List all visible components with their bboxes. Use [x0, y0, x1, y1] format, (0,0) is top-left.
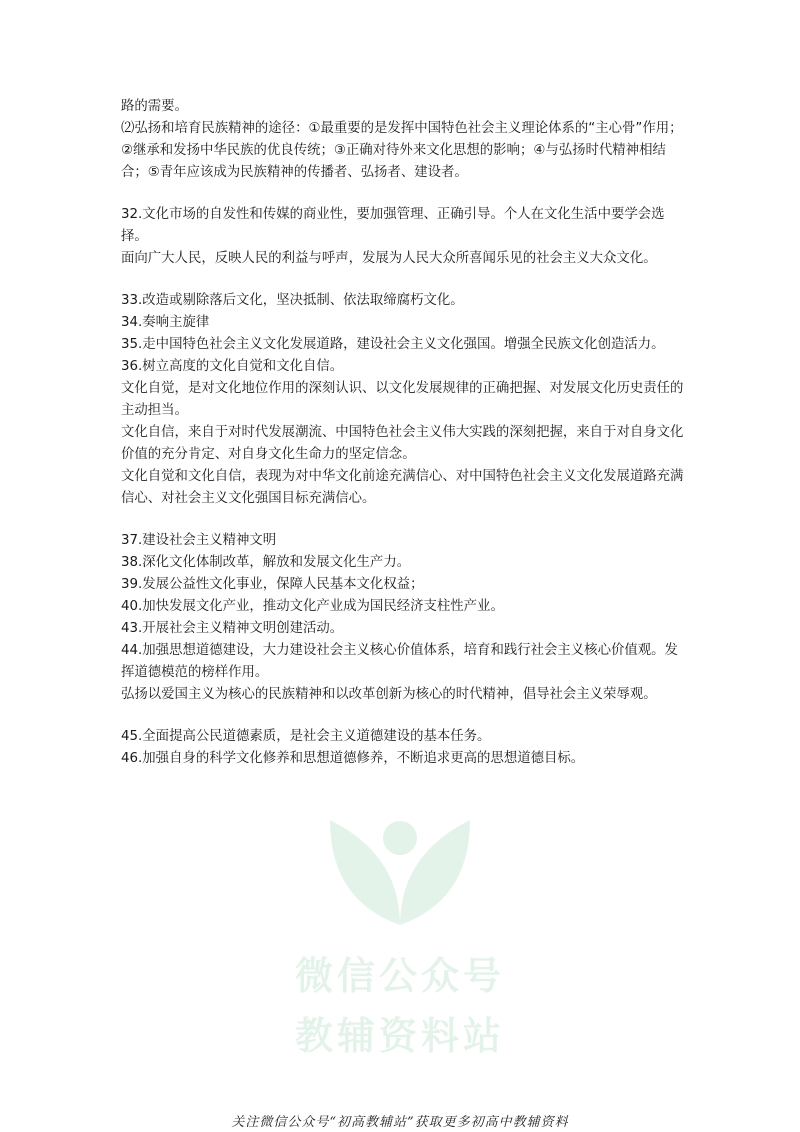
paragraph: 文化自信，来自于对时代发展潮流、中国特色社会主义伟大实践的深刻把握，来自于对自身文化价值的充分肯定、对自身文化生命力的坚定信念。: [121, 425, 684, 462]
paragraph: 32.文化市场的自发性和传媒的商业性，要加强管理、正确引导。个人在文化生活中要学会选择。: [121, 207, 665, 244]
paragraph: 44.加强思想道德建设，大力建设社会主义核心价值体系，培育和践行社会主义核心价值观。发挥道德模范的榜样作用。: [121, 643, 678, 680]
paragraph-gap: [121, 510, 691, 530]
paragraph: 34.奏响主旋律: [121, 315, 210, 330]
paragraph: 文化自觉，是对文化地位作用的深刻认识、以文化发展规律的正确把握、对发展文化历史责任的主动担当。: [121, 381, 684, 418]
paragraph: 40.加快发展文化产业，推动文化产业成为国民经济支柱性产业。: [121, 599, 504, 614]
leaf-logo-icon: [290, 800, 510, 940]
paragraph: 弘扬以爱国主义为核心的民族精神和以改革创新为核心的时代精神，倡导社会主义荣辱观。: [121, 687, 657, 702]
paragraph-gap: [121, 270, 691, 290]
paragraph: 文化自觉和文化自信，表现为对中华文化前途充满信心、对中国特色社会主义文化发展道路充满信心、对社会主义文化强国目标充满信心。: [121, 469, 684, 506]
paragraph: 46.加强自身的科学文化修养和思想道德修养，不断追求更高的思想道德目标。: [121, 751, 585, 766]
paragraph-gap: [121, 706, 691, 726]
paragraph: 37.建设社会主义精神文明: [121, 533, 277, 548]
paragraph-gap: [121, 184, 691, 204]
paragraph: 43.开展社会主义精神文明创建活动。: [121, 621, 344, 636]
footer-note: 关注微信公众号“初高教辅站”获取更多初高中教辅资料: [231, 1115, 569, 1130]
paragraph: 33.改造或剔除落后文化，坚决抵制、依法取缔腐朽文化。: [121, 293, 464, 308]
paragraph: 36.树立高度的文化自觉和文化自信。: [121, 359, 344, 374]
paragraph: 面向广大人民，反映人民的利益与呼声，发展为人民大众所喜闻乐见的社会主义大众文化。: [121, 251, 657, 266]
paragraph: 35.走中国特色社会主义文化发展道路，建设社会主义文化强国。增强全民族文化创造活力。: [121, 337, 665, 352]
watermark-line: 微信公众号: [294, 954, 505, 998]
watermark: [290, 800, 510, 1060]
paragraph: 38.深化文化体制改革，解放和发展文化生产力。: [121, 555, 411, 570]
paragraph: ⑵弘扬和培育民族精神的途径：①最重要的是发挥中国特色社会主义理论体系的“主心骨”作用；②继承和发扬中华民族的优良传统；③正确对待外来文化思想的影响；④与弘扬时代精神相结合；⑤青年应该成为民族精神的传播者、弘扬者、建设者。: [121, 121, 683, 180]
paragraph: 45.全面提高公民道德素质，是社会主义道德建设的基本任务。: [121, 729, 491, 744]
watermark-line: 教辅资料站: [294, 1014, 505, 1058]
document-body: [121, 96, 691, 770]
paragraph: 路的需要。: [121, 99, 188, 114]
paragraph: 39.发展公益性文化事业，保障人民基本文化权益；: [121, 577, 424, 592]
